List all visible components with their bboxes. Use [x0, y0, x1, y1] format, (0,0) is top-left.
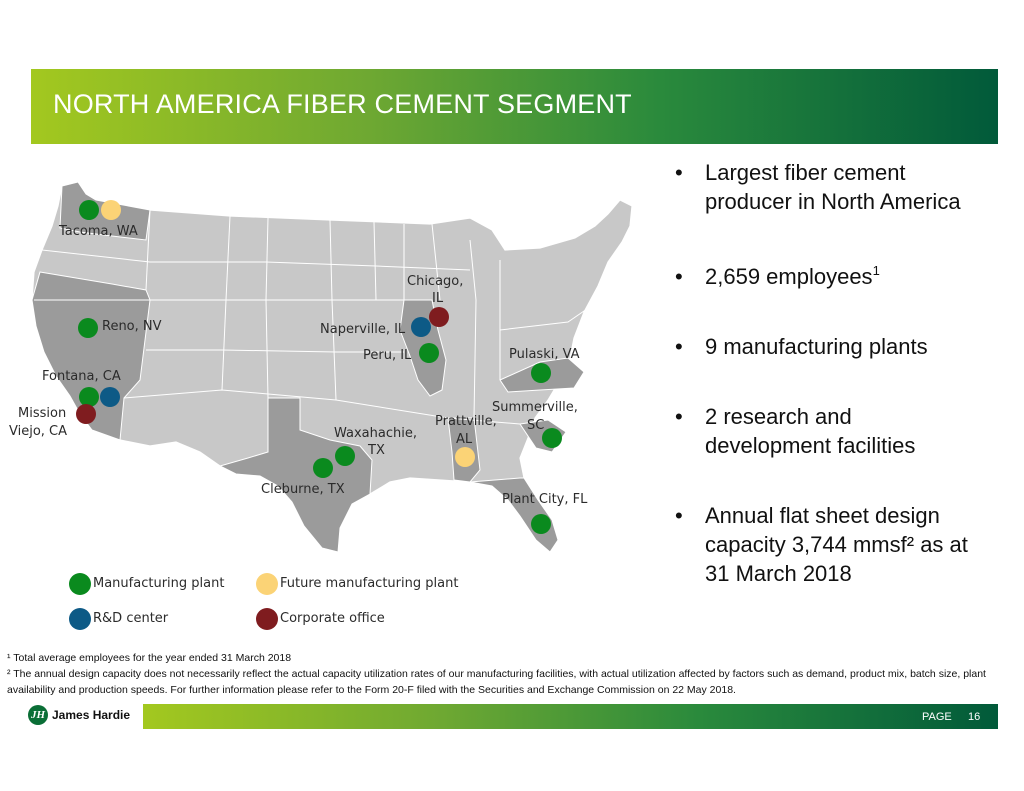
legend-manufacturing-swatch [69, 573, 91, 595]
fact-line: capacity 3,744 mmsf² as at [705, 532, 968, 557]
label-prattville-line2: AL [456, 432, 473, 447]
footnote-ref: 1 [872, 263, 880, 278]
logo-icon: JH [28, 705, 48, 725]
fontana-rd-marker [100, 387, 120, 407]
fact-plants [675, 332, 1005, 361]
peru-manufacturing-marker [419, 343, 439, 363]
fact-rd-facilities [675, 402, 1005, 460]
naperville-rd-marker [411, 317, 431, 337]
legend-rd-swatch [69, 608, 91, 630]
fact-largest-producer [675, 158, 1005, 216]
footnote-1: ¹ Total average employees for the year ended 31 March 2018 [7, 652, 292, 664]
reno-manufacturing-marker [78, 318, 98, 338]
footnotes [7, 650, 1017, 698]
label-reno: Reno, NV [102, 319, 162, 334]
logo-text: James Hardie [52, 708, 131, 722]
bullet-mark: • [675, 264, 683, 289]
label-pulaski: Pulaski, VA [509, 347, 580, 362]
title-banner [31, 69, 998, 144]
footnote-2: ² The annual design capacity does not necessarily reflect the actual capacity utilization rates of our manufacturing facilities, with actual utilization affected by factors such as demand, product mix, batch size, plant availability and production speeds. For further information please refer to the Form 20-F filed with the Securities and Exchange Commission on 22 May 2018. [7, 668, 986, 696]
footer-bar [143, 704, 998, 729]
legend-rd-label: R&D center [93, 611, 169, 626]
label-mission-line2: Viejo, CA [9, 424, 68, 439]
legend-future-label: Future manufacturing plant [280, 576, 459, 591]
prattville-future-marker [455, 447, 475, 467]
label-naperville: Naperville, IL [320, 322, 406, 337]
page-number: 16 [968, 711, 981, 723]
legend-corporate-label: Corporate office [280, 611, 385, 626]
fact-line: Annual flat sheet design [705, 503, 940, 528]
fact-line: producer in North America [705, 189, 961, 214]
label-summerville-line1: Summerville, [492, 400, 578, 415]
page-label: PAGE [922, 711, 952, 723]
tacoma-manufacturing-marker [79, 200, 99, 220]
bullet-mark: • [675, 404, 683, 429]
bullet-mark: • [675, 334, 683, 359]
legend-future-swatch [256, 573, 278, 595]
fact-line: 2 research and [705, 404, 852, 429]
summerville-manufacturing-marker [542, 428, 562, 448]
fact-line: 31 March 2018 [705, 561, 852, 586]
label-prattville-line1: Prattville, [435, 414, 497, 429]
legend-corporate-swatch [256, 608, 278, 630]
cleburne-manufacturing-marker [313, 458, 333, 478]
key-facts-list [675, 158, 1005, 588]
waxahachie-manufacturing-marker [335, 446, 355, 466]
mission-viejo-corporate-marker [76, 404, 96, 424]
label-mission-line1: Mission [18, 406, 67, 421]
legend-manufacturing-label: Manufacturing plant [93, 576, 225, 591]
fact-capacity [675, 501, 1005, 588]
bullet-mark: • [675, 160, 683, 185]
tacoma-future-marker [101, 200, 121, 220]
footer [0, 700, 1024, 730]
label-waxahachie-line1: Waxahachie, [334, 426, 417, 441]
label-plant-city: Plant City, FL [502, 492, 588, 507]
fact-line: Largest fiber cement [705, 160, 906, 185]
label-fontana: Fontana, CA [42, 369, 121, 384]
bullet-mark: • [675, 503, 683, 528]
fact-employees [675, 262, 1005, 291]
label-chicago-line1: Chicago, [407, 274, 464, 289]
label-peru: Peru, IL [363, 348, 412, 363]
label-cleburne: Cleburne, TX [261, 482, 345, 497]
label-tacoma: Tacoma, WA [59, 224, 138, 239]
fact-line: 2,659 employees [705, 264, 873, 289]
slide-title: NORTH AMERICA FIBER CEMENT SEGMENT [53, 89, 632, 119]
plant-city-manufacturing-marker [531, 514, 551, 534]
pulaski-manufacturing-marker [531, 363, 551, 383]
fact-line: 9 manufacturing plants [705, 334, 928, 359]
label-waxahachie-line2: TX [368, 443, 385, 458]
fact-line: development facilities [705, 433, 916, 458]
label-chicago-line2: IL [432, 291, 444, 306]
label-summerville-line2: SC [527, 418, 545, 433]
chicago-corporate-marker [429, 307, 449, 327]
